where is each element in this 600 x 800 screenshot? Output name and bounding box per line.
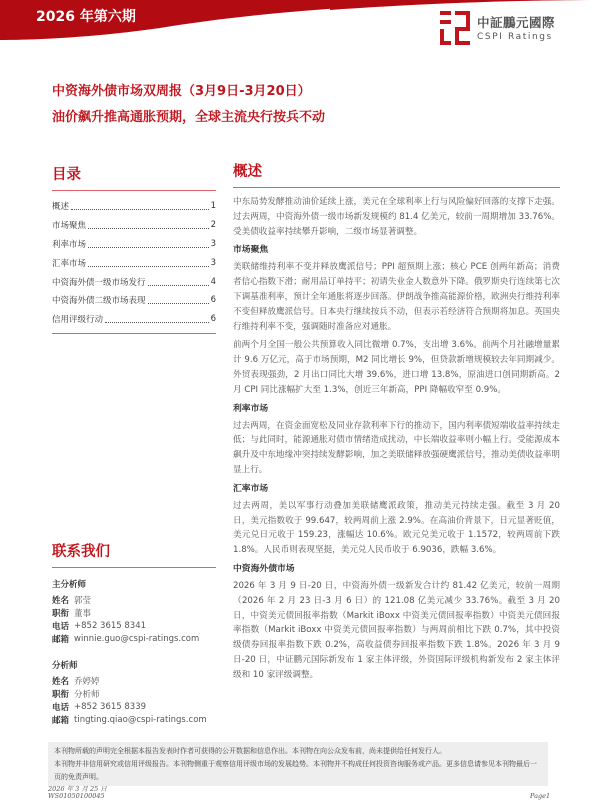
toc-item[interactable] — [52, 197, 216, 216]
contact-email-row — [52, 713, 216, 726]
toc-item[interactable] — [52, 272, 216, 291]
section-paragraph: 过去两周，在资金面宽松及同业存款利率下行的推动下，国内利率债短端收益率持续走低；与此同时，能源通胀对债市情绪造成扰动，中长端收益率则小幅上行。受能源成本飙升及中东地缘冲突持续发酵影响，加之美联储释放强硬鹰派信号，推动美债收益率明显上行。 — [233, 420, 560, 475]
contact-title-label: 职衔 — [52, 689, 70, 700]
contact-email[interactable]: winnie.guo@cspi-ratings.com — [74, 633, 200, 644]
section-heading: 市场聚焦 — [233, 245, 269, 256]
contact-title-row — [52, 606, 216, 619]
contact-email[interactable]: tingting.qiao@cspi-ratings.com — [74, 714, 207, 725]
contact-title: 分析师 — [74, 689, 100, 700]
section-paragraph: 2026 年 3 月 9 日-20 日，中资海外债一级新发合计约 81.42 亿美元，较前一周期（2026 年 2 月 23 日-3 月 6 日）的 121.08 亿美元减少 33.76%。截至 3 月 20 日，中资美元债回报率指数（Markit iBoxx 中资美元债回报率指数）中资美元债回报率指数（Markit iBoxx 中资美元债回报率指数）与两周前相比下跌 0.7%，其中投资级债券回报率指数下跌 0.2%，高收益债券回报率指数下跌 1.8%。2026 年 3 月 9 日-20 日，中证鹏元国际新发布 1 家主体评级，外资国际评级机构新发布 2 家主体评级和 10 家评级调整。 — [233, 580, 560, 680]
section-paragraph: 美联储维持利率不变并释放鹰派信号；PPI 超预期上涨；核心 PCE 创两年新高；消费者信心指数下滑；耐用品订单持平；初请失业金人数意外下降。俄罗斯央行连续第七次下调基准利率，预计全年通胀将逐步回落。伊朗战争推高能源价格，欧洲央行维持利率不变但释放鹰派信号。日本央行继续按兵不动，但表示若经济符合预期将加息。英国央行维持利率不变，强调随时准备应对通胀。 — [233, 262, 560, 332]
contact-name-row — [52, 593, 216, 606]
contact-title-label: 职衔 — [52, 608, 70, 619]
section-heading: 利率市场 — [233, 403, 269, 414]
toc-leader-dots — [88, 221, 209, 229]
contact-name-row — [52, 674, 216, 687]
contact-role: 分析师 — [52, 661, 78, 671]
contact-email-label: 邮箱 — [52, 715, 70, 726]
contact-name-label: 姓名 — [52, 595, 70, 606]
toc-leader-dots — [71, 202, 209, 210]
contact-name: 郭莹 — [74, 595, 92, 606]
toc-item[interactable] — [52, 235, 216, 254]
toc-item-page: 6 — [210, 314, 216, 325]
contact-heading: 联系我们 — [52, 540, 216, 568]
page-number: Page1 — [530, 792, 551, 800]
toc-list — [52, 197, 216, 334]
contact-phone: +852 3615 8341 — [74, 620, 147, 631]
toc-item-page: 6 — [210, 295, 216, 306]
toc-item-page: 1 — [210, 201, 216, 212]
logo-chinese-name: 中証鵬元國際 — [477, 15, 556, 30]
toc-leader-dots — [148, 296, 209, 304]
overview-subsection — [233, 563, 560, 683]
toc-item-label: 利率市场 — [52, 239, 87, 250]
contact-role: 主分析师 — [52, 580, 87, 590]
report-title: 中资海外债市场双周报（3月9日-3月20日） — [52, 84, 311, 99]
toc-leader-dots — [88, 259, 209, 267]
table-of-contents — [52, 163, 216, 334]
cspi-logo-mark-icon — [440, 11, 470, 45]
toc-item-page: 3 — [210, 238, 216, 249]
contact-name: 乔婷婷 — [74, 676, 100, 687]
toc-item-label: 中资海外债一级市场发行 — [52, 277, 146, 288]
contact-email-label: 邮箱 — [52, 634, 70, 645]
toc-item[interactable] — [52, 310, 216, 329]
toc-item-label: 汇率市场 — [52, 258, 87, 269]
contact-phone: +852 3615 8339 — [74, 701, 147, 712]
footer-date — [48, 786, 107, 800]
contact-card — [52, 578, 216, 645]
toc-leader-dots — [105, 315, 209, 323]
toc-item[interactable] — [52, 216, 216, 235]
toc-item-page: 2 — [210, 220, 216, 231]
disclaimer-box — [48, 742, 548, 786]
contact-card — [52, 659, 216, 726]
contact-name-label: 姓名 — [52, 676, 70, 687]
publish-date: 2026 年 3 月 25 日 — [48, 785, 107, 793]
document-id: WS01050100045 — [48, 792, 105, 800]
contact-phone-label: 电话 — [52, 702, 70, 713]
contact-section — [52, 540, 216, 726]
section-paragraph: 前两个月全国一般公共预算收入同比微增 0.7%，支出增 3.6%。前两个月社融增量累计 9.6 万亿元，高于市场预期，M2 同比增长 9%，但贷款新增规模较去年同期减少。外贸表现强劲，2 月出口同比大增 39.6%，进口增 13.8%，原油进口创同期新高。2 月 CPI 同比涨幅扩大至 1.3%，创近三年新高，PPI 降幅收窄至 0.9%。 — [233, 340, 560, 395]
toc-item-page: 4 — [210, 276, 216, 287]
disclaimer-line: 本刊物所载的声明完全根据本报告发表时作者可获得的公开数据和信息作出。本刊物在向公众发布前，尚未提供给任何发行人。 — [54, 747, 446, 755]
toc-item-label: 中资海外债二级市场表现 — [52, 296, 146, 307]
toc-item[interactable] — [52, 291, 216, 310]
toc-item-page: 3 — [210, 257, 216, 268]
overview-intro: 中东局势发酵推动油价延续上涨，美元在全球利率上行与风险偏好回落的支撑下走强。过去两周，中资海外债一级市场新发规模约 81.4 亿美元，较前一周期增加 33.76%。受美债收益率持续攀升影响，二级市场显著调整。 — [233, 197, 560, 237]
overview-heading: 概述 — [233, 160, 560, 188]
overview-subsection — [233, 483, 560, 558]
issue-number: 2026 年第六期 — [36, 9, 136, 25]
toc-leader-dots — [148, 278, 209, 286]
toc-item[interactable] — [52, 253, 216, 272]
section-paragraph: 过去两周，美以军事行动叠加美联储鹰派政策，推动美元持续走强。截至 3 月 20 日，美元指数收于 99.647，较两周前上涨 2.9%。在高油价背景下，日元显著贬值，美元兑日元收于 159.23，涨幅达 10.6%。欧元兑美元收于 1.1572，较两周前下跌 1.8%。人民币则表现坚挺，美元兑人民币收于 6.9036，跌幅 3.6%。 — [233, 500, 560, 556]
toc-heading: 目录 — [52, 163, 216, 191]
cspi-logo — [440, 11, 570, 47]
logo-english-name: CSPI Ratings — [477, 32, 553, 42]
overview-subsection — [233, 244, 560, 397]
disclaimer-line: 本刊物并非信用研究或信用评级报告。本刊物侧重于观察信用评级市场的发展趋势。本刊物并不构成任何投资咨询服务或产品。更多信息请参见本刊物最后一页的免责声明。 — [54, 760, 537, 781]
toc-item-label: 市场聚焦 — [52, 221, 87, 232]
toc-item-label: 信用评级行动 — [52, 315, 104, 326]
contact-phone-label: 电话 — [52, 621, 70, 632]
toc-leader-dots — [88, 240, 209, 248]
overview-subsection — [233, 403, 560, 478]
overview-section — [233, 160, 560, 683]
toc-item-label: 概述 — [52, 202, 70, 213]
contact-email-row — [52, 632, 216, 645]
section-heading: 中资海外债市场 — [233, 563, 295, 574]
report-subtitle: 油价飙升推高通胀预期，全球主流央行按兵不动 — [52, 110, 326, 125]
section-heading: 汇率市场 — [233, 483, 269, 494]
contact-phone-row — [52, 700, 216, 713]
contact-title: 董事 — [74, 608, 92, 619]
contact-phone-row — [52, 619, 216, 632]
contact-title-row — [52, 687, 216, 700]
